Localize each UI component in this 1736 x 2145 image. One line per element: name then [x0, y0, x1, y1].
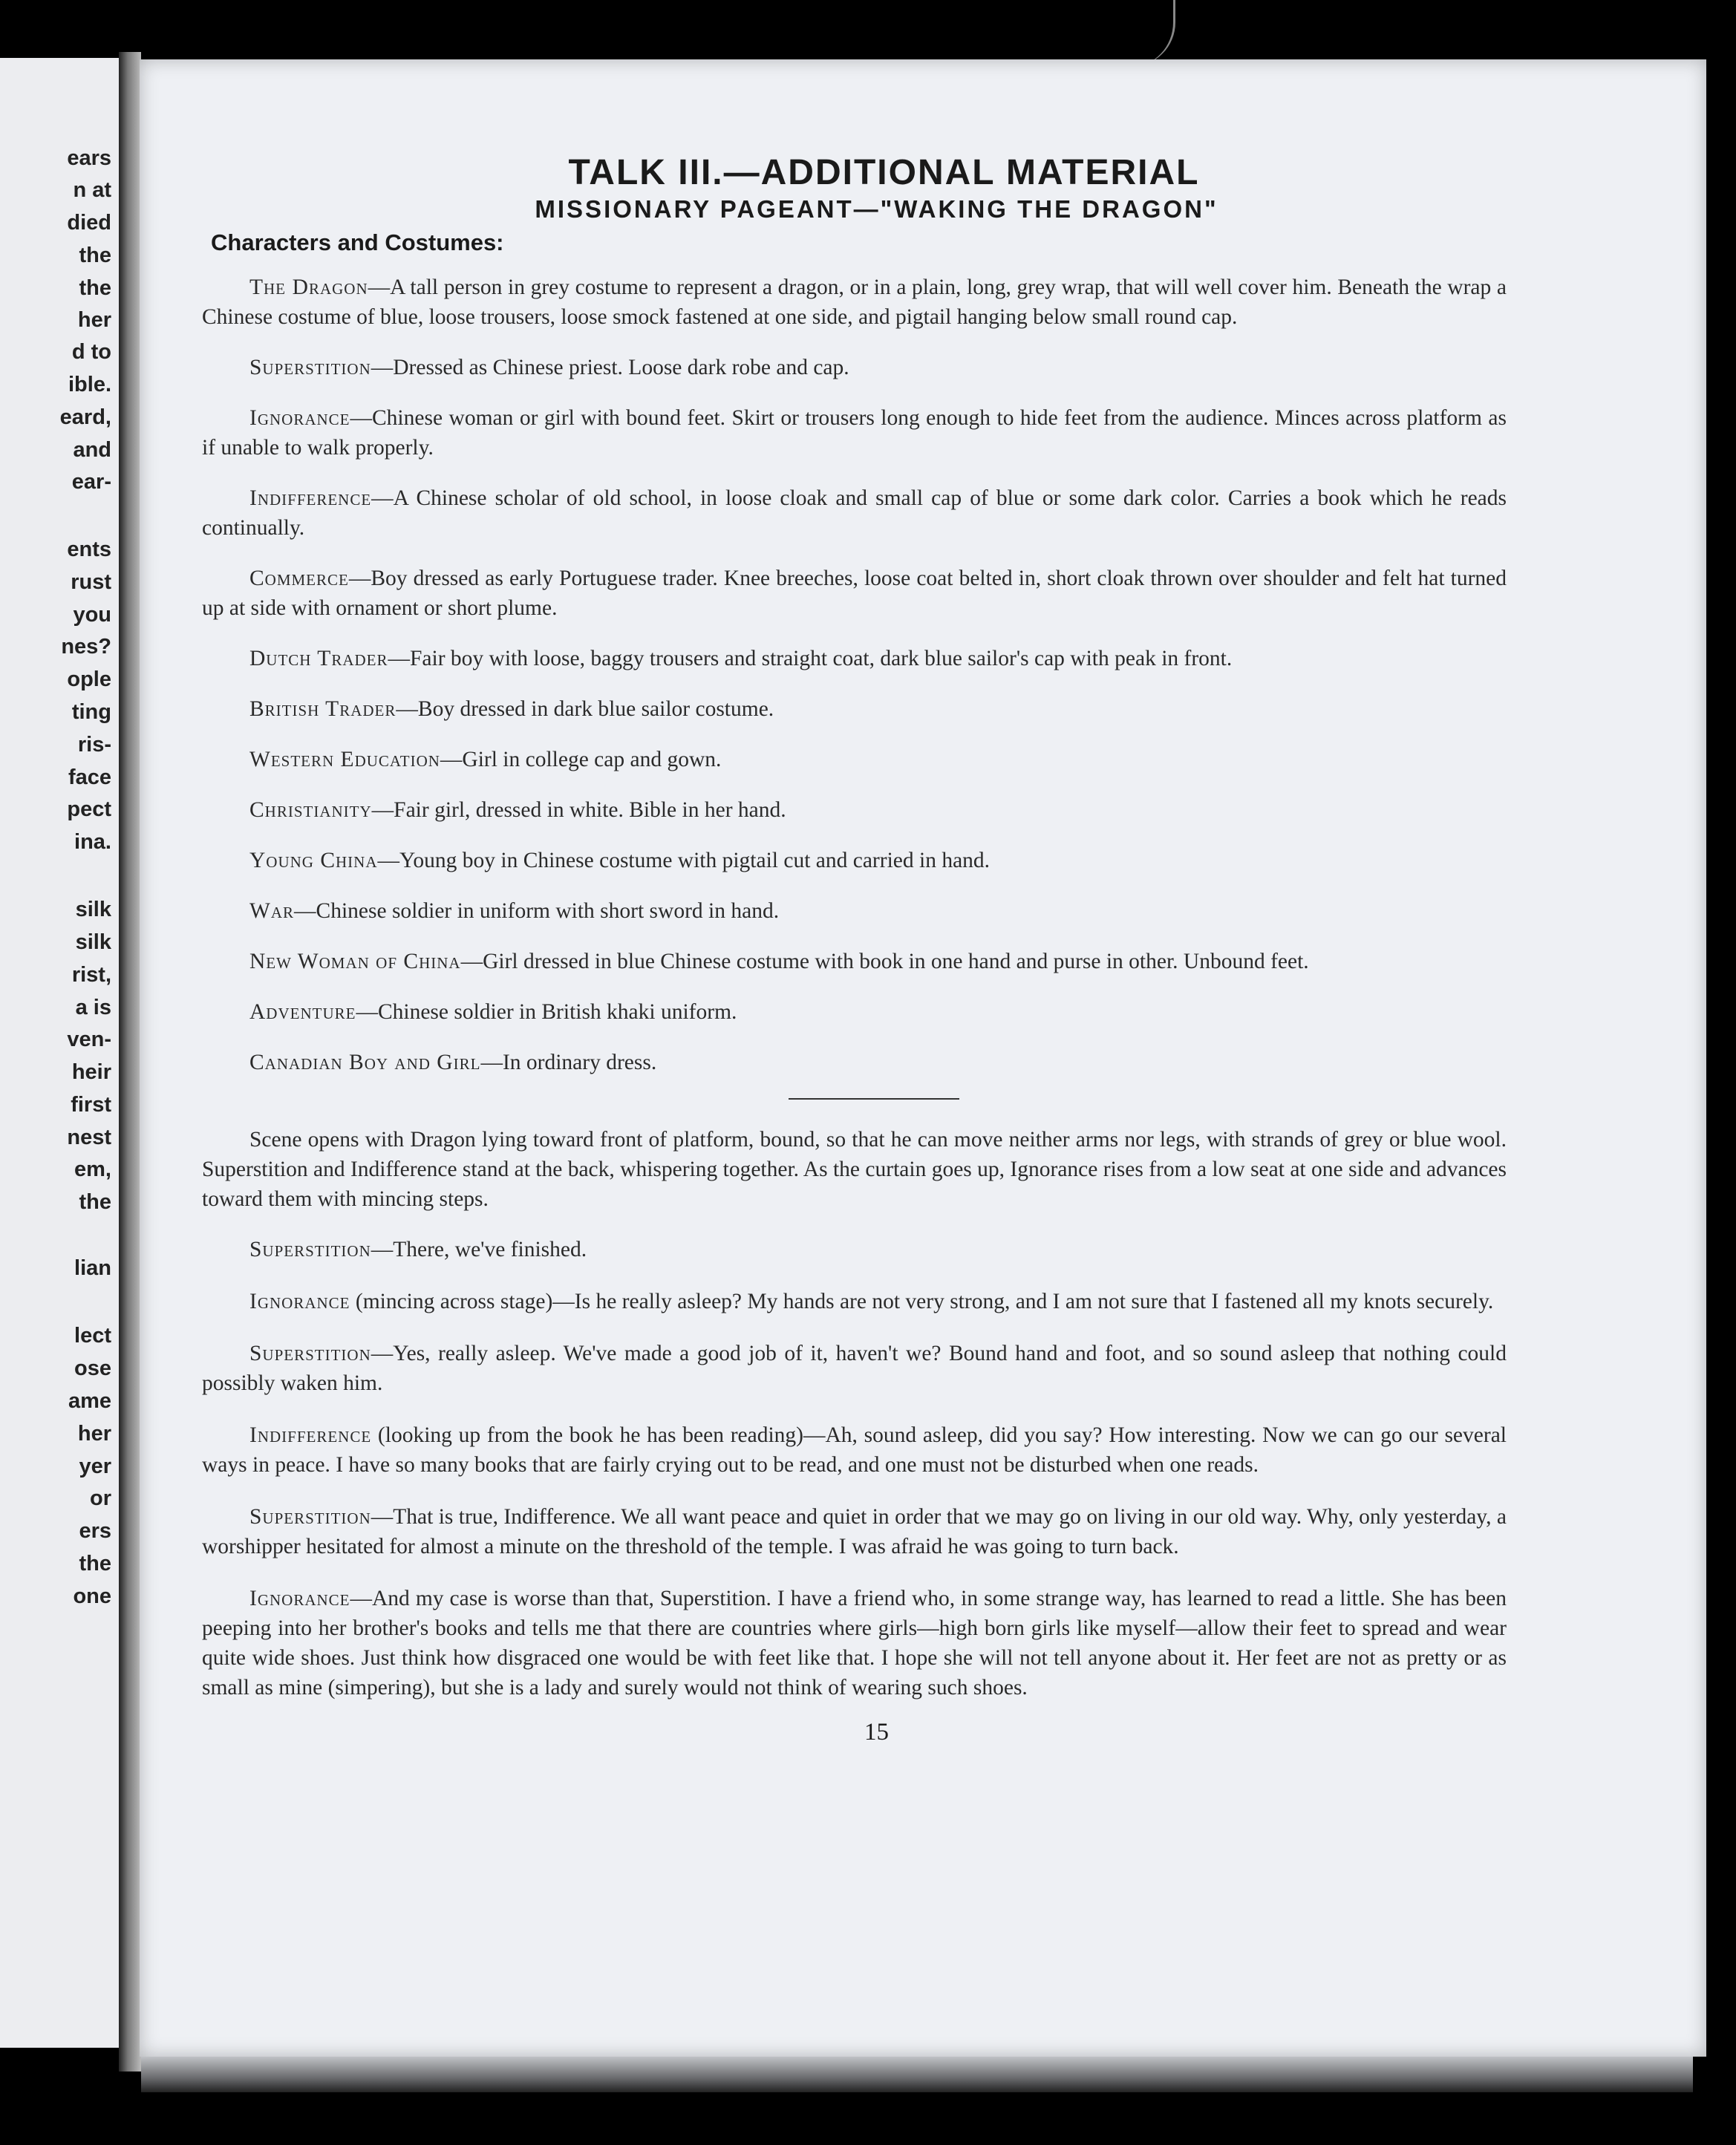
- facing-page-text-fragment: died: [67, 211, 111, 235]
- character-entry: [202, 403, 1507, 463]
- character-entry: [202, 846, 1507, 875]
- page-content: [202, 152, 1507, 1746]
- speaker-name: Indifference: [249, 1423, 372, 1447]
- dialogue: [202, 1235, 1507, 1702]
- dialogue-line: [202, 1287, 1507, 1316]
- character-name: Canadian Boy and Girl: [249, 1051, 481, 1074]
- dialogue-line: [202, 1339, 1507, 1398]
- facing-page-text-fragment: d to: [71, 340, 111, 364]
- character-entry: [202, 997, 1507, 1027]
- facing-page-text-fragment: rist,: [71, 963, 111, 987]
- character-name: British Trader: [249, 697, 397, 721]
- facing-page-text-fragment: ven-: [67, 1028, 111, 1051]
- facing-page-text-fragment: a is: [75, 996, 111, 1019]
- speaker-line: —Yes, really asleep. We've made a good job of it, haven't we? Bound hand and foot, and so sound asleep that nothing could possibly waken him.: [202, 1342, 1507, 1395]
- character-description: —Girl in college cap and gown.: [440, 748, 722, 771]
- character-description: —Chinese soldier in British khaki uniform.: [356, 1000, 737, 1024]
- facing-page-text-fragment: ents: [67, 538, 111, 561]
- character-name: Adventure: [249, 1000, 356, 1024]
- character-entry: [202, 644, 1507, 673]
- section-divider: [789, 1098, 959, 1100]
- speaker-name: Superstition: [249, 1342, 371, 1365]
- facing-page-text-fragment: eard,: [59, 405, 111, 429]
- character-entry: [202, 1048, 1507, 1077]
- facing-page-text-fragment: first: [71, 1093, 111, 1117]
- facing-page-text-fragment: n at: [73, 178, 111, 202]
- character-name: Dutch Trader: [249, 647, 388, 670]
- facing-page-text-fragment: ear-: [71, 470, 111, 494]
- facing-page: [0, 58, 119, 2048]
- page-number: 15: [864, 1719, 889, 1746]
- scene-intro: Scene opens with Dragon lying toward front of platform, bound, so that he can move neither arms nor legs, with strands of grey or blue wool. Superstition and Indifference stand at the back, whispering together. As the curtain goes up, Ignorance rises from a low seat at one side and advances toward them with mincing steps.: [202, 1128, 1507, 1211]
- facing-page-text-fragment: nes?: [61, 635, 111, 659]
- facing-page-text-fragment: ose: [74, 1356, 111, 1380]
- facing-page-text-fragment: silk: [75, 898, 111, 921]
- facing-page-text-fragment: rust: [71, 570, 111, 594]
- character-name: Western Education: [249, 748, 440, 771]
- character-name: Christianity: [249, 798, 372, 822]
- character-description: —Fair boy with loose, baggy trousers and straight coat, dark blue sailor's cap with peak in front.: [388, 647, 1233, 670]
- facing-page-text-fragment: pect: [67, 797, 111, 821]
- speaker-line: —And my case is worse than that, Superstition. I have a friend who, in some strange way, has learned to read a little. She has been peeping into her brother's books and tells me that there are countries where girls—high born girls like myself—allow their feet to spread and wear quite wide shoes. Just think how disgraced one would be with feet like that. I hope she will not tell anyone about it. Her feet are not as pretty or as small as mine (simpering), but she is a lady and surely would not think of wearing such shoes.: [202, 1587, 1507, 1700]
- character-name: The Dragon: [249, 275, 368, 299]
- dialogue-line: [202, 1420, 1507, 1480]
- character-name: War: [249, 899, 295, 923]
- character-name: Superstition: [249, 356, 371, 379]
- dialogue-line: [202, 1235, 1507, 1264]
- dialogue-line: [202, 1502, 1507, 1561]
- character-entry: [202, 564, 1507, 623]
- speaker-line: (looking up from the book he has been reading)—Ah, sound asleep, did you say? How interesting. Now we can go our several ways in peace. I have so many books that are fairly crying out to be read, and one must not be disturbed when one reads.: [202, 1423, 1507, 1477]
- speaker-name: Ignorance: [249, 1290, 350, 1313]
- character-description: —Dressed as Chinese priest. Loose dark robe and cap.: [371, 356, 849, 379]
- character-description: —Young boy in Chinese costume with pigtail cut and carried in hand.: [377, 849, 991, 872]
- character-description: —A tall person in grey costume to represent a dragon, or in a plain, long, grey wrap, that will well cover him. Beneath the wrap a Chinese costume of blue, loose trousers, loose smock fastened at one side, and pigtail hanging below small round cap.: [202, 275, 1507, 329]
- character-entry: [202, 272, 1507, 332]
- facing-page-text-fragment: face: [68, 765, 111, 789]
- page-subtitle: MISSIONARY PAGEANT—"WAKING THE DRAGON": [535, 195, 1218, 223]
- facing-page-text-fragment: ina.: [74, 830, 111, 854]
- character-description: —Chinese woman or girl with bound feet. Skirt or trousers long enough to hide feet from the audience. Minces across platform as if unable to walk properly.: [202, 406, 1507, 460]
- facing-page-text-fragment: ople: [67, 667, 111, 691]
- facing-page-text-fragment: you: [73, 603, 111, 627]
- character-entry: [202, 947, 1507, 976]
- page-fold: [1114, 0, 1175, 67]
- speaker-line: (mincing across stage)—Is he really asleep? My hands are not very strong, and I am not sure that I fastened all my knots securely.: [350, 1290, 1494, 1313]
- facing-page-text-fragment: nest: [67, 1126, 111, 1149]
- character-description: —Chinese soldier in uniform with short sword in hand.: [294, 899, 780, 923]
- facing-page-text-fragment: and: [73, 438, 111, 462]
- dialogue-line: [202, 1584, 1507, 1702]
- character-name: Commerce: [249, 567, 349, 590]
- character-entry: [202, 694, 1507, 724]
- facing-page-text-fragment: one: [73, 1584, 111, 1608]
- speaker-name: Superstition: [249, 1505, 371, 1529]
- facing-page-text-fragment: yer: [79, 1455, 111, 1478]
- character-description: —Boy dressed as early Portuguese trader. Knee breeches, loose coat belted in, short cloak thrown over shoulder and felt hat turned up at side with ornament or short plume.: [202, 567, 1507, 620]
- facing-page-text-fragment: lect: [74, 1324, 111, 1348]
- characters-heading: Characters and Costumes:: [211, 229, 504, 255]
- facing-page-text-fragment: or: [90, 1486, 111, 1510]
- character-entry: [202, 795, 1507, 825]
- character-description: —In ordinary dress.: [480, 1051, 657, 1074]
- facing-page-text-fragment: the: [79, 244, 111, 267]
- speaker-name: Ignorance: [249, 1587, 350, 1610]
- speaker-line: —That is true, Indifference. We all want peace and quiet in order that we may go on living in our old way. Why, only yesterday, a worshipper hesitated for almost a minute on the threshold of the temple. I was afraid he was going to turn back.: [202, 1505, 1507, 1558]
- character-description: —Fair girl, dressed in white. Bible in her hand.: [371, 798, 786, 822]
- character-description: —Girl dressed in blue Chinese costume with book in one hand and purse in other. Unbound feet.: [460, 950, 1309, 973]
- facing-page-text-fragment: ears: [67, 146, 111, 170]
- speaker-name: Superstition: [249, 1238, 371, 1261]
- facing-page-text-fragment: lian: [74, 1256, 111, 1280]
- facing-page-text-fragment: heir: [71, 1060, 111, 1084]
- character-name: Ignorance: [249, 406, 350, 430]
- facing-page-text-fragment: the: [79, 276, 111, 300]
- character-name: New Woman of China: [249, 950, 461, 973]
- speaker-line: —There, we've finished.: [371, 1238, 587, 1261]
- facing-page-text-fragment: ame: [68, 1389, 111, 1413]
- character-entry: [202, 353, 1507, 382]
- facing-page-text-fragment: ible.: [68, 373, 111, 396]
- facing-page-text-fragment: ting: [71, 700, 111, 724]
- facing-page-text-fragment: silk: [75, 930, 111, 954]
- character-entry: [202, 745, 1507, 774]
- character-entry: [202, 896, 1507, 926]
- character-description: —A Chinese scholar of old school, in loose cloak and small cap of blue or some dark color. Carries a book which he reads continually.: [202, 486, 1507, 540]
- character-name: Indifference: [249, 486, 372, 510]
- page-title: TALK III.—ADDITIONAL MATERIAL: [568, 153, 1200, 192]
- character-description: —Boy dressed in dark blue sailor costume.: [396, 697, 774, 721]
- facing-page-text-fragment: ris-: [77, 733, 111, 757]
- facing-page-text-fragment: ers: [79, 1519, 111, 1543]
- book-gutter: [119, 52, 141, 2071]
- characters-list: [202, 272, 1507, 1077]
- character-name: Young China: [249, 849, 378, 872]
- facing-page-text-fragment: the: [79, 1552, 111, 1576]
- character-entry: [202, 483, 1507, 543]
- facing-page-text-fragment: em,: [74, 1158, 111, 1181]
- page-bottom-edge: [141, 2057, 1693, 2092]
- facing-page-text-fragment: the: [79, 1190, 111, 1214]
- facing-page-text-fragment: her: [77, 1422, 111, 1446]
- facing-page-text-fragment: her: [77, 308, 111, 332]
